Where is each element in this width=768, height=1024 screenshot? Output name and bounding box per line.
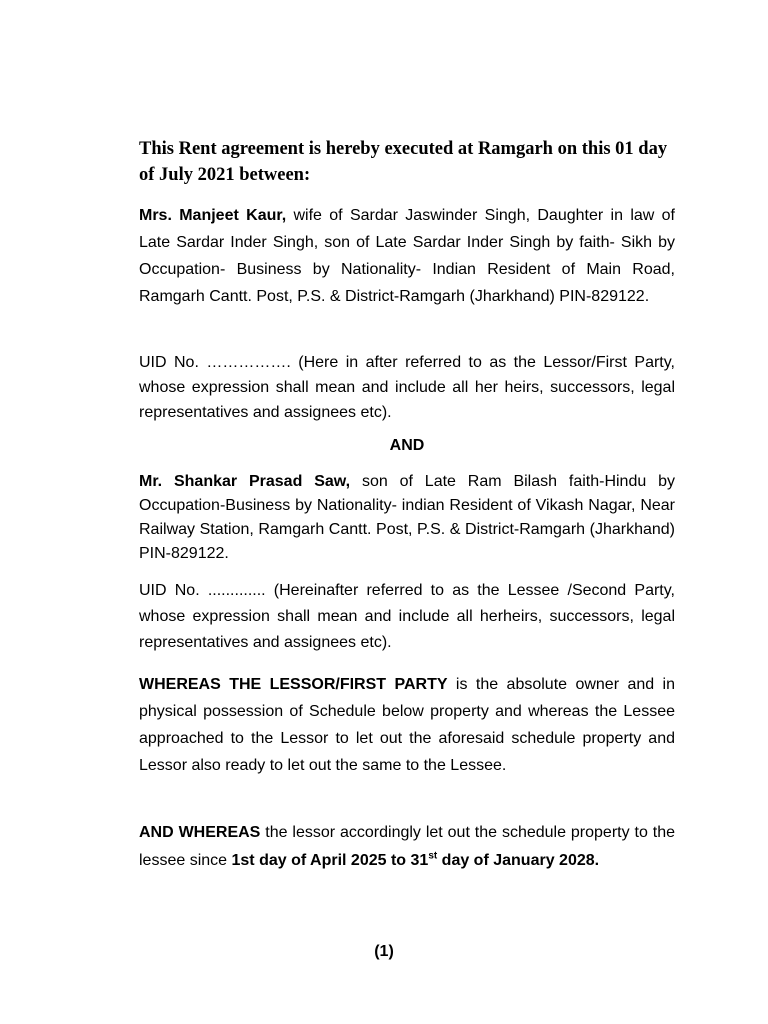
whereas-lead: WHEREAS THE LESSOR/FIRST PARTY <box>139 676 448 693</box>
and-separator: AND <box>389 437 425 454</box>
lessor-details: wife of Sardar Jaswinder Singh, Daughter in law of Late Sardar Inder Singh, son of Late Sardar Inder Singh by faith- Sikh by Occupation- Business by Nationality- Indian Resident of Main Road, Ramgarh Cantt. Post, P.S. & District-Ramgarh (Jharkhand) PIN-829122. <box>139 207 675 305</box>
whereas-paragraph <box>139 671 675 779</box>
lease-period-start: 1st day of April 2025 to 31 <box>231 852 429 869</box>
whereas-text: is the absolute owner and in physical possession of Schedule below property and whereas the Lessee approached to the Lessor to let out the aforesaid schedule property and Lessor also ready to let out the same to the Lessee. <box>139 676 676 774</box>
lessor-name: Mrs. Manjeet Kaur, <box>139 207 287 224</box>
lessee-paragraph <box>139 470 675 566</box>
lessor-uid-paragraph: UID No. ……………. (Here in after referred to as the Lessor/First Party, whose expression shall mean and include all her heirs, successors, legal representatives and assignees etc). <box>139 354 675 421</box>
and-whereas-text: the lessor accordingly let out the schedule property to the lessee since <box>139 824 676 869</box>
page-number: (1) <box>374 943 394 960</box>
lease-period-end: day of January 2028. <box>437 852 600 869</box>
lessor-paragraph <box>139 202 675 310</box>
agreement-title: This Rent agreement is hereby executed at Ramgarh on this 01 day of July 2021 between: <box>139 139 668 185</box>
lessee-uid-paragraph: UID No. ............. (Hereinafter referred to as the Lessee /Second Party, whose expression shall mean and include all herheirs, successors, legal representatives and assignees etc). <box>139 582 675 651</box>
lease-period-superscript: st <box>428 850 438 862</box>
lessee-details: son of Late Ram Bilash faith-Hindu by Occupation-Business by Nationality- indian Resident of Vikash Nagar, Near Railway Station, Ramgarh Cantt. Post, P.S. & District-Ramgarh (Jharkhand) PIN-829122. <box>139 473 676 562</box>
and-whereas-paragraph <box>139 819 675 875</box>
and-whereas-lead: AND WHEREAS <box>139 824 261 841</box>
lessee-name: Mr. Shankar Prasad Saw, <box>139 473 351 490</box>
